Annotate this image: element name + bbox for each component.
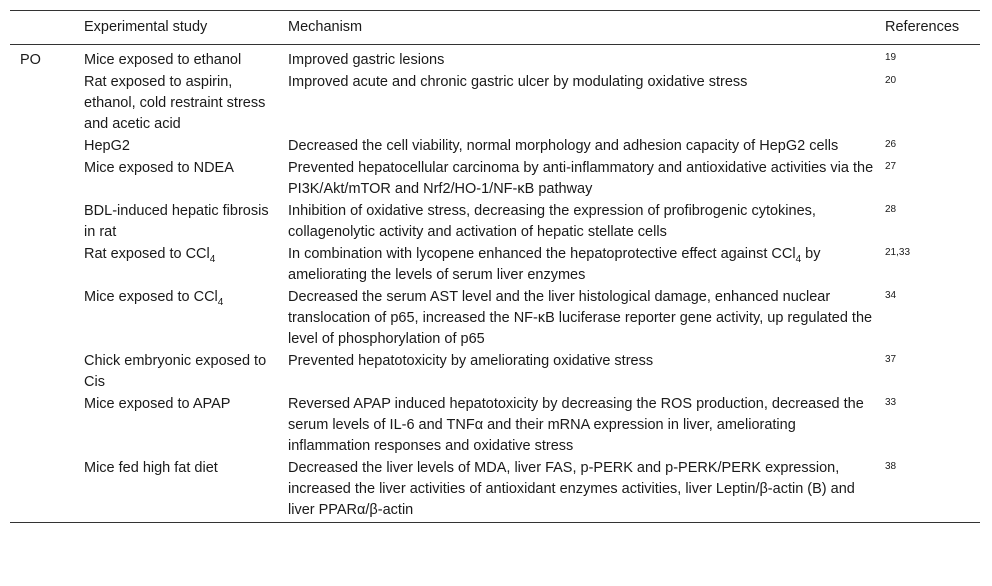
table-row bbox=[10, 287, 980, 351]
subscript: 4 bbox=[217, 297, 224, 308]
table-row bbox=[10, 394, 980, 458]
subscript: 4 bbox=[795, 254, 802, 265]
reference-cell: 33 bbox=[885, 397, 897, 408]
study-cell: HepG2 bbox=[84, 138, 130, 154]
mechanism-cell: Decreased the liver levels of MDA, liver FAS, p-PERK and p-PERK/PERK expression, increased the liver activities of antioxidant enzymes activities, liver Leptin/β-actin (B) and liver PPARα/β-actin bbox=[288, 460, 855, 518]
study-cell: Mice exposed to APAP bbox=[84, 396, 231, 412]
study-cell bbox=[84, 244, 288, 287]
header-mechanism: Mechanism bbox=[288, 19, 363, 35]
study-text: Mice exposed to CCl bbox=[84, 289, 218, 305]
study-cell bbox=[84, 287, 288, 351]
table-row bbox=[10, 45, 980, 73]
table-row bbox=[10, 201, 980, 244]
reference-cell: 21,33 bbox=[885, 247, 911, 258]
header-references: References bbox=[885, 19, 960, 35]
study-cell: Chick embryonic exposed to Cis bbox=[84, 353, 267, 390]
reference-cell: 19 bbox=[885, 52, 897, 63]
study-cell: Mice fed high fat diet bbox=[84, 460, 218, 476]
mechanism-text: by ameliorating the levels of serum liver enzymes bbox=[288, 246, 821, 283]
reference-cell: 34 bbox=[885, 290, 897, 301]
mechanism-text: In combination with lycopene enhanced the hepatoprotective effect against CCl bbox=[288, 246, 796, 262]
header-row bbox=[10, 11, 980, 45]
mechanism-cell: Decreased the cell viability, normal morphology and adhesion capacity of HepG2 cells bbox=[288, 138, 839, 154]
table-row bbox=[10, 351, 980, 394]
data-table bbox=[10, 10, 980, 523]
table-row bbox=[10, 458, 980, 523]
subscript: 4 bbox=[209, 254, 216, 265]
mechanism-cell: Inhibition of oxidative stress, decreasing the expression of profibrogenic cytokines, collagenolytic activity and activation of hepatic stellate cells bbox=[288, 203, 816, 240]
study-text: Rat exposed to CCl bbox=[84, 246, 210, 262]
mechanism-cell: Improved acute and chronic gastric ulcer by modulating oxidative stress bbox=[288, 74, 748, 90]
mechanism-cell bbox=[288, 244, 885, 287]
reference-cell: 37 bbox=[885, 354, 897, 365]
mechanism-cell: Reversed APAP induced hepatotoxicity by decreasing the ROS production, decreased the serum levels of IL-6 and TNFα and their mRNA expression in liver, ameliorating inflammation responses and oxidative stress bbox=[288, 396, 864, 454]
table-row bbox=[10, 244, 980, 287]
study-cell: BDL-induced hepatic fibrosis in rat bbox=[84, 203, 269, 240]
mechanism-cell: Prevented hepatotoxicity by ameliorating oxidative stress bbox=[288, 353, 654, 369]
reference-cell: 27 bbox=[885, 161, 897, 172]
reference-cell: 28 bbox=[885, 204, 897, 215]
mechanism-cell: Decreased the serum AST level and the liver histological damage, enhanced nuclear translocation of p65, increased the NF-κB luciferase reporter gene activity, up regulated the level of phosphorylation of p65 bbox=[288, 289, 873, 347]
study-cell: Rat exposed to aspirin, ethanol, cold restraint stress and acetic acid bbox=[84, 74, 266, 132]
reference-cell: 20 bbox=[885, 75, 897, 86]
header-study: Experimental study bbox=[84, 19, 208, 35]
reference-cell: 26 bbox=[885, 139, 897, 150]
table-row bbox=[10, 72, 980, 136]
table-row bbox=[10, 136, 980, 158]
study-cell: Mice exposed to ethanol bbox=[84, 52, 242, 68]
header-group bbox=[10, 11, 84, 45]
reference-cell: 38 bbox=[885, 461, 897, 472]
study-cell: Mice exposed to NDEA bbox=[84, 160, 234, 176]
mechanism-cell: Improved gastric lesions bbox=[288, 52, 445, 68]
group-label: PO bbox=[20, 52, 41, 68]
mechanism-cell: Prevented hepatocellular carcinoma by anti-inflammatory and antioxidative activities via the PI3K/Akt/mTOR and Nrf2/HO-1/NF-κB pathway bbox=[288, 160, 874, 197]
table-row bbox=[10, 158, 980, 201]
